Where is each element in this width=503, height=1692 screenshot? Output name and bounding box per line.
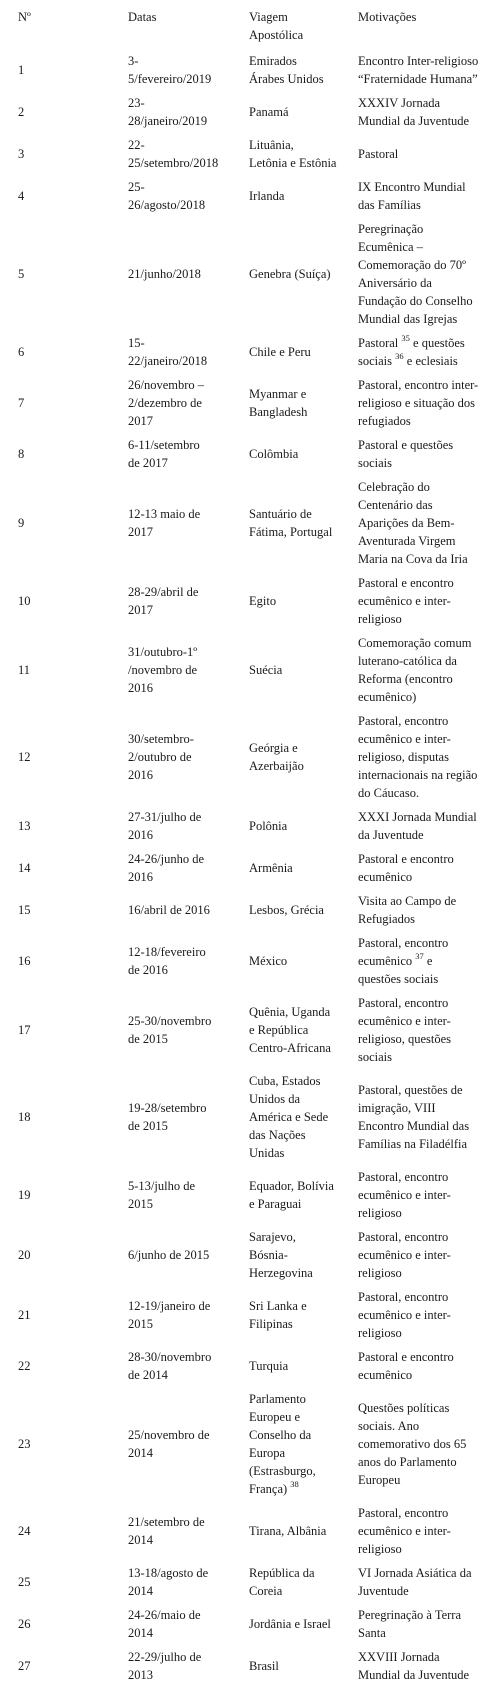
cell-number: 2 xyxy=(18,105,25,119)
cell-motivations: Encontro Inter-religioso “Fraternidade Humana” xyxy=(358,54,479,86)
cell-dates: 27-31/julho de 2016 xyxy=(128,810,202,842)
cell-number: 6 xyxy=(18,345,25,359)
cell-number: 22 xyxy=(18,1359,31,1373)
footnote-marker: 38 xyxy=(290,1478,299,1489)
cell-motivations: Pastoral, encontro ecumênico e inter- religioso xyxy=(358,1290,451,1340)
cell-number: 24 xyxy=(18,1524,31,1538)
cell-trip: Irlanda xyxy=(249,189,285,203)
cell-motivations: Celebração do Centenário das Aparições da Bem- Aventurada Virgem Maria na Cova da Iria xyxy=(358,480,468,566)
table-body xyxy=(0,49,503,1687)
table-row xyxy=(0,1645,503,1687)
cell-trip: Colômbia xyxy=(249,447,299,461)
table-row xyxy=(0,1225,503,1285)
cell-dates: 16/abril de 2016 xyxy=(128,903,210,917)
table-row xyxy=(0,217,503,331)
footnote-marker: 35 xyxy=(401,332,410,343)
cell-number: 20 xyxy=(18,1248,31,1262)
cell-motivations: IX Encontro Mundial das Famílias xyxy=(358,180,466,212)
table-row xyxy=(0,175,503,217)
table-row xyxy=(0,1285,503,1345)
cell-trip: Turquia xyxy=(249,1359,289,1373)
cell-number: 26 xyxy=(18,1617,31,1631)
table-row xyxy=(0,931,503,991)
cell-motivations: Pastoral, encontro inter- religioso e situação dos refugiados xyxy=(358,378,479,428)
cell-dates: 12-13 maio de 2017 xyxy=(128,507,201,539)
cell-motivations: Pastoral e encontro ecumênico xyxy=(358,1350,454,1382)
cell-trip: Sarajevo, Bósnia- Herzegovina xyxy=(249,1230,313,1280)
cell-motivations: XXXIV Jornada Mundial da Juventude xyxy=(358,96,470,128)
table-row xyxy=(0,889,503,931)
cell-trip: Emirados Árabes Unidos xyxy=(249,54,324,86)
cell-motivations: Pastoral, encontro ecumênico e inter- religioso, disputas internacionais na região do Cáucaso. xyxy=(358,714,478,800)
header-dates: Datas xyxy=(128,10,157,24)
cell-dates: 30/setembro- 2/outubro de 2016 xyxy=(128,732,194,782)
cell-number: 19 xyxy=(18,1188,31,1202)
cell-dates: 6-11/setembro de 2017 xyxy=(128,438,200,470)
cell-trip: Genebra (Suíça) xyxy=(249,267,331,281)
footnote-marker: 37 xyxy=(415,950,424,961)
cell-motivations: Pastoral, encontro ecumênico e inter- religioso xyxy=(358,1170,451,1220)
cell-dates: 25- 26/agosto/2018 xyxy=(128,180,206,212)
cell-dates: 6/junho de 2015 xyxy=(128,1248,210,1262)
cell-number: 27 xyxy=(18,1659,31,1673)
cell-motivations: Pastoral, encontro ecumênico e inter- religioso xyxy=(358,1506,451,1556)
cell-number: 23 xyxy=(18,1437,31,1451)
table-row xyxy=(0,475,503,571)
cell-dates: 24-26/maio de 2014 xyxy=(128,1608,201,1640)
cell-trip: Sri Lanka e Filipinas xyxy=(249,1299,307,1331)
cell-trip: Chile e Peru xyxy=(249,345,311,359)
cell-motivations: Peregrinação à Terra Santa xyxy=(358,1608,461,1640)
cell-dates: 22- 25/setembro/2018 xyxy=(128,138,219,170)
cell-trip: Armênia xyxy=(249,861,293,875)
table-row xyxy=(0,1561,503,1603)
table-row xyxy=(0,331,503,373)
cell-number: 5 xyxy=(18,267,25,281)
cell-number: 25 xyxy=(18,1575,31,1589)
cell-dates: 24-26/junho de 2016 xyxy=(128,852,205,884)
cell-dates: 23- 28/janeiro/2019 xyxy=(128,96,208,128)
cell-number: 18 xyxy=(18,1110,31,1124)
cell-trip: Tirana, Albânia xyxy=(249,1524,327,1538)
cell-dates: 19-28/setembro de 2015 xyxy=(128,1101,207,1133)
cell-trip: Suécia xyxy=(249,663,283,677)
cell-number: 4 xyxy=(18,189,25,203)
cell-dates: 25/novembro de 2014 xyxy=(128,1428,210,1460)
table-row xyxy=(0,373,503,433)
cell-trip: Quênia, Uganda e República Centro-Africana xyxy=(249,1005,331,1055)
footnote-marker: 36 xyxy=(395,350,404,361)
cell-motivations: Pastoral e questões sociais xyxy=(358,438,454,470)
cell-number: 1 xyxy=(18,63,25,77)
cell-motivations: Visita ao Campo de Refugiados xyxy=(358,894,457,926)
cell-motivations: XXVIII Jornada Mundial da Juventude xyxy=(358,1650,470,1682)
cell-trip: Polônia xyxy=(249,819,288,833)
cell-trip: Parlamento Europeu e Conselho da Europa (Estrasburgo, França) $^{38}$ xyxy=(249,1392,316,1496)
table-row xyxy=(0,91,503,133)
cell-dates: 22-29/julho de 2013 xyxy=(128,1650,202,1682)
cell-dates: 28-29/abril de 2017 xyxy=(128,585,199,617)
cell-motivations: Peregrinação Ecumênica – Comemoração do 70º Aniversário da Fundação do Conselho Mundial das Igrejas xyxy=(358,222,473,326)
cell-number: 21 xyxy=(18,1308,31,1322)
cell-number: 7 xyxy=(18,396,25,410)
cell-motivations: Pastoral, encontro ecumênico $^{37}$ e questões sociais xyxy=(358,936,449,986)
table-row xyxy=(0,1069,503,1165)
header-number: Nº xyxy=(18,10,31,24)
cell-motivations: VI Jornada Asiática da Juventude xyxy=(358,1566,472,1598)
header-motivations: Motivações xyxy=(358,10,417,24)
cell-trip: Myanmar e Bangladesh xyxy=(249,387,308,419)
table-row xyxy=(0,631,503,709)
cell-trip: México xyxy=(249,954,288,968)
cell-dates: 26/novembro – 2/dezembro de 2017 xyxy=(128,378,205,428)
cell-number: 9 xyxy=(18,516,25,530)
table-row xyxy=(0,805,503,847)
table-row xyxy=(0,1165,503,1225)
cell-motivations: Pastoral e encontro ecumênico e inter- religioso xyxy=(358,576,454,626)
cell-number: 10 xyxy=(18,594,31,608)
table-row xyxy=(0,133,503,175)
cell-number: 12 xyxy=(18,750,31,764)
cell-trip: Santuário de Fátima, Portugal xyxy=(249,507,333,539)
table-row xyxy=(0,991,503,1069)
cell-motivations: Questões políticas sociais. Ano comemorativo dos 65 anos do Parlamento Europeu xyxy=(358,1401,467,1487)
cell-motivations: Pastoral, questões de imigração, VIII Encontro Mundial das Famílias na Filadélfia xyxy=(358,1083,470,1151)
cell-motivations: XXXI Jornada Mundial da Juventude xyxy=(358,810,477,842)
cell-number: 3 xyxy=(18,147,25,161)
cell-number: 13 xyxy=(18,819,31,833)
cell-dates: 21/junho/2018 xyxy=(128,267,201,281)
cell-dates: 25-30/novembro de 2015 xyxy=(128,1014,212,1046)
cell-dates: 5-13/julho de 2015 xyxy=(128,1179,196,1211)
table-row xyxy=(0,847,503,889)
cell-dates: 15- 22/janeiro/2018 xyxy=(128,336,208,368)
cell-trip: Equador, Bolívia e Paraguai xyxy=(249,1179,334,1211)
table-row xyxy=(0,433,503,475)
table-row xyxy=(0,1501,503,1561)
cell-number: 8 xyxy=(18,447,25,461)
cell-number: 16 xyxy=(18,954,31,968)
cell-motivations: Pastoral, encontro ecumênico e inter- religioso xyxy=(358,1230,451,1280)
cell-trip: Cuba, Estados Unidos da América e Sede das Nações Unidas xyxy=(249,1074,329,1160)
cell-dates: 12-18/fevereiro de 2016 xyxy=(128,945,206,977)
cell-motivations: Comemoração comum luterano-católica da Reforma (encontro ecumênico) xyxy=(358,636,472,704)
header-trip: Viagem Apostólica xyxy=(249,10,304,42)
cell-motivations: Pastoral e encontro ecumênico xyxy=(358,852,454,884)
cell-motivations: Pastoral $^{35}$ e questões sociais $^{36}$ e eclesiais xyxy=(358,332,465,368)
cell-trip: Lituânia, Letônia e Estônia xyxy=(249,138,337,170)
cell-dates: 12-19/janeiro de 2015 xyxy=(128,1299,211,1331)
table-header-row xyxy=(0,0,503,49)
cell-dates: 28-30/novembro de 2014 xyxy=(128,1350,212,1382)
cell-trip: Egito xyxy=(249,594,277,608)
cell-number: 14 xyxy=(18,861,31,875)
cell-dates: 3- 5/fevereiro/2019 xyxy=(128,54,212,86)
cell-dates: 31/outubro-1º /novembro de 2016 xyxy=(128,645,198,695)
cell-trip: Lesbos, Grécia xyxy=(249,903,324,917)
table-row xyxy=(0,709,503,805)
table-row xyxy=(0,1603,503,1645)
cell-trip: Geórgia e Azerbaijão xyxy=(249,741,304,773)
cell-trip: Brasil xyxy=(249,1659,279,1673)
cell-dates: 13-18/agosto de 2014 xyxy=(128,1566,209,1598)
table-row xyxy=(0,1387,503,1501)
cell-motivations: Pastoral, encontro ecumênico e inter- religioso, questões sociais xyxy=(358,996,452,1064)
cell-trip: Jordânia e Israel xyxy=(249,1617,331,1631)
table-row xyxy=(0,1345,503,1387)
cell-number: 15 xyxy=(18,903,31,917)
table-row xyxy=(0,49,503,91)
cell-number: 17 xyxy=(18,1023,31,1037)
table-row xyxy=(0,571,503,631)
cell-motivations: Pastoral xyxy=(358,147,399,161)
cell-trip: Panamá xyxy=(249,105,289,119)
cell-trip: República da Coreia xyxy=(249,1566,315,1598)
cell-number: 11 xyxy=(18,663,31,677)
cell-dates: 21/setembro de 2014 xyxy=(128,1515,205,1547)
